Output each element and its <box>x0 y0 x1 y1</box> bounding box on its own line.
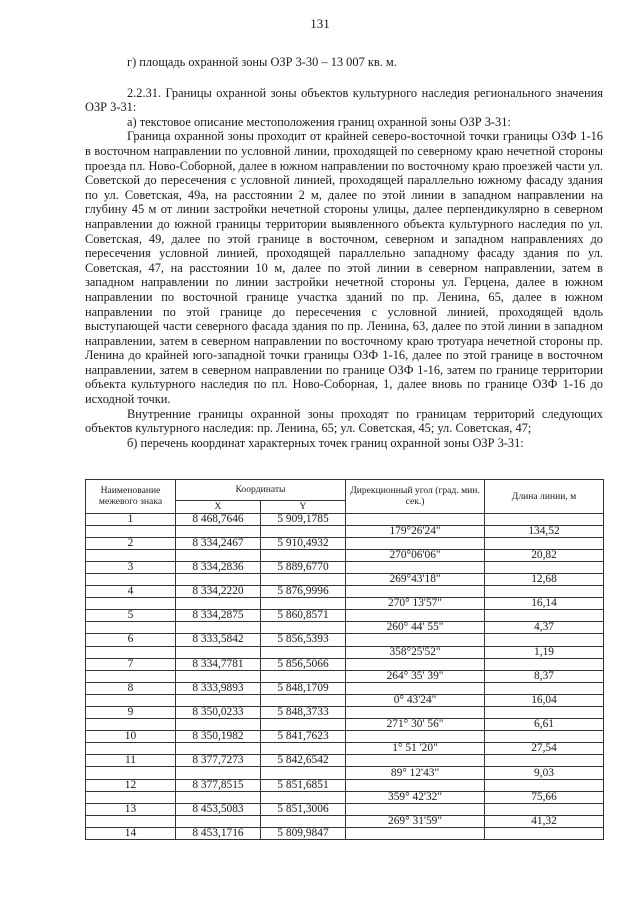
segment-length: 16,04 <box>485 694 604 706</box>
empty-cell <box>261 719 346 731</box>
empty-cell <box>86 549 176 561</box>
segment-angle: 264° 35' 39" <box>346 670 485 682</box>
segment-row <box>86 573 604 585</box>
segment-length: 8,37 <box>485 670 604 682</box>
point-y: 5 876,9996 <box>261 586 346 598</box>
empty-cell <box>346 755 485 767</box>
segment-row <box>86 670 604 682</box>
empty-cell <box>86 791 176 803</box>
point-row <box>86 803 604 815</box>
empty-cell <box>176 815 261 827</box>
item-a-text: а) текстовое описание местоположения границ охранной зоны ОЗР 3-31: <box>127 114 511 129</box>
empty-cell <box>176 791 261 803</box>
empty-cell <box>261 573 346 585</box>
point-name: 4 <box>86 586 176 598</box>
empty-cell <box>346 803 485 815</box>
item-b-text: б) перечень координат характерных точек границ охранной зоны ОЗР 3-31: <box>127 435 524 450</box>
header-angle: Дирекционный угол (град. мин. сек.) <box>346 480 485 514</box>
header-x: X <box>176 501 261 514</box>
empty-cell <box>176 646 261 658</box>
empty-cell <box>261 598 346 610</box>
point-row <box>86 610 604 622</box>
header-name: Наименование межевого знака <box>86 480 176 514</box>
empty-cell <box>346 707 485 719</box>
point-name: 13 <box>86 803 176 815</box>
point-row <box>86 658 604 670</box>
empty-cell <box>485 513 604 525</box>
point-row <box>86 707 604 719</box>
empty-cell <box>485 658 604 670</box>
segment-angle: 89° 12'43" <box>346 767 485 779</box>
point-x: 8 377,8515 <box>176 779 261 791</box>
empty-cell <box>485 779 604 791</box>
empty-cell <box>261 622 346 634</box>
empty-cell <box>86 525 176 537</box>
empty-cell <box>485 827 604 839</box>
point-name: 8 <box>86 682 176 694</box>
point-name: 6 <box>86 634 176 646</box>
empty-cell <box>485 707 604 719</box>
empty-cell <box>485 731 604 743</box>
empty-cell <box>176 767 261 779</box>
empty-cell <box>176 694 261 706</box>
empty-cell <box>261 525 346 537</box>
point-row <box>86 827 604 839</box>
segment-row <box>86 622 604 634</box>
point-name: 9 <box>86 707 176 719</box>
segment-length: 12,68 <box>485 573 604 585</box>
point-name: 12 <box>86 779 176 791</box>
segment-angle: 269° 31'59" <box>346 815 485 827</box>
segment-length: 1,19 <box>485 646 604 658</box>
empty-cell <box>346 537 485 549</box>
empty-cell <box>261 815 346 827</box>
empty-cell <box>346 561 485 573</box>
point-x: 8 333,5842 <box>176 634 261 646</box>
point-row <box>86 537 604 549</box>
point-y: 5 860,8571 <box>261 610 346 622</box>
point-y: 5 848,1709 <box>261 682 346 694</box>
segment-angle: 270°06'06" <box>346 549 485 561</box>
point-x: 8 453,5083 <box>176 803 261 815</box>
point-name: 10 <box>86 731 176 743</box>
empty-cell <box>261 670 346 682</box>
empty-cell <box>261 549 346 561</box>
empty-cell <box>485 634 604 646</box>
segment-angle: 358°25'52" <box>346 646 485 658</box>
segment-row <box>86 525 604 537</box>
point-y: 5 851,6851 <box>261 779 346 791</box>
empty-cell <box>86 743 176 755</box>
empty-cell <box>485 682 604 694</box>
empty-cell <box>346 610 485 622</box>
point-row <box>86 731 604 743</box>
segment-length: 27,54 <box>485 743 604 755</box>
point-x: 8 334,2836 <box>176 561 261 573</box>
point-name: 7 <box>86 658 176 670</box>
segment-length: 4,37 <box>485 622 604 634</box>
point-row <box>86 779 604 791</box>
point-y: 5 809,9847 <box>261 827 346 839</box>
empty-cell <box>346 731 485 743</box>
section-heading: 2.2.31. Границы охранной зоны объектов культурного наследия регионального значения ОЗР 3-31: <box>85 85 603 115</box>
point-y: 5 910,4932 <box>261 537 346 549</box>
empty-cell <box>261 791 346 803</box>
segment-row <box>86 743 604 755</box>
empty-cell <box>86 767 176 779</box>
empty-cell <box>346 586 485 598</box>
point-y: 5 856,5066 <box>261 658 346 670</box>
segment-angle: 179°26'24" <box>346 525 485 537</box>
empty-cell <box>261 743 346 755</box>
segment-length: 134,52 <box>485 525 604 537</box>
inner-boundaries-text: Внутренние границы охранной зоны проходят по границам территорий следующих объектов культурного наследия: пр. Ленина, 65; ул. Советская, 45; ул. Советская, 47; <box>85 406 603 436</box>
empty-cell <box>261 694 346 706</box>
point-x: 8 333,9893 <box>176 682 261 694</box>
point-y: 5 842,6542 <box>261 755 346 767</box>
segment-row <box>86 767 604 779</box>
segment-row <box>86 549 604 561</box>
empty-cell <box>176 573 261 585</box>
point-name: 14 <box>86 827 176 839</box>
segment-row <box>86 791 604 803</box>
page-number: 131 <box>310 16 330 31</box>
segment-angle: 1° 51 '20" <box>346 743 485 755</box>
empty-cell <box>176 719 261 731</box>
document-body <box>85 35 603 450</box>
empty-cell <box>86 670 176 682</box>
point-x: 8 334,2220 <box>176 586 261 598</box>
point-x: 8 334,2875 <box>176 610 261 622</box>
empty-cell <box>346 513 485 525</box>
segment-length: 75,66 <box>485 791 604 803</box>
empty-cell <box>346 658 485 670</box>
point-name: 2 <box>86 537 176 549</box>
point-name: 5 <box>86 610 176 622</box>
point-name: 11 <box>86 755 176 767</box>
point-x: 8 377,7273 <box>176 755 261 767</box>
segment-row <box>86 646 604 658</box>
empty-cell <box>86 719 176 731</box>
empty-cell <box>346 779 485 791</box>
segment-row <box>86 694 604 706</box>
segment-angle: 0° 43'24" <box>346 694 485 706</box>
segment-angle: 260° 44' 55" <box>346 622 485 634</box>
segment-angle: 270° 13'57" <box>346 598 485 610</box>
point-y: 5 841,7623 <box>261 731 346 743</box>
empty-cell <box>86 694 176 706</box>
point-x: 8 334,7781 <box>176 658 261 670</box>
empty-cell <box>176 549 261 561</box>
segment-row <box>86 719 604 731</box>
point-x: 8 468,7646 <box>176 513 261 525</box>
point-name: 1 <box>86 513 176 525</box>
point-x: 8 334,2467 <box>176 537 261 549</box>
empty-cell <box>86 646 176 658</box>
point-y: 5 909,1785 <box>261 513 346 525</box>
segment-length: 16,14 <box>485 598 604 610</box>
empty-cell <box>346 682 485 694</box>
segment-angle: 271° 30' 56" <box>346 719 485 731</box>
coordinates-table <box>85 479 604 840</box>
empty-cell <box>176 670 261 682</box>
point-row <box>86 561 604 573</box>
point-y: 5 851,3006 <box>261 803 346 815</box>
empty-cell <box>485 561 604 573</box>
point-y: 5 848,3733 <box>261 707 346 719</box>
empty-cell <box>176 525 261 537</box>
empty-cell <box>86 622 176 634</box>
segment-angle: 269°43'18" <box>346 573 485 585</box>
segment-angle: 359° 42'32" <box>346 791 485 803</box>
header-coordinates: Координаты <box>176 480 346 501</box>
empty-cell <box>346 634 485 646</box>
header-length: Длина линии, м <box>485 480 604 514</box>
point-x: 8 350,1982 <box>176 731 261 743</box>
area-statement: г) площадь охранной зоны ОЗР 3-30 – 13 007 кв. м. <box>127 55 397 69</box>
segment-length: 6,61 <box>485 719 604 731</box>
header-y: Y <box>261 501 346 514</box>
empty-cell <box>485 803 604 815</box>
empty-cell <box>176 622 261 634</box>
segment-row <box>86 815 604 827</box>
empty-cell <box>485 586 604 598</box>
point-y: 5 856,5393 <box>261 634 346 646</box>
point-row <box>86 513 604 525</box>
empty-cell <box>485 537 604 549</box>
empty-cell <box>346 827 485 839</box>
segment-row <box>86 598 604 610</box>
empty-cell <box>485 755 604 767</box>
empty-cell <box>86 815 176 827</box>
empty-cell <box>86 598 176 610</box>
point-x: 8 350,0233 <box>176 707 261 719</box>
empty-cell <box>86 573 176 585</box>
point-row <box>86 586 604 598</box>
point-row <box>86 634 604 646</box>
segment-length: 20,82 <box>485 549 604 561</box>
point-row <box>86 682 604 694</box>
empty-cell <box>176 743 261 755</box>
point-row <box>86 755 604 767</box>
empty-cell <box>176 598 261 610</box>
point-y: 5 889,6770 <box>261 561 346 573</box>
boundary-description: Граница охранной зоны проходит от крайней северо-восточной точки границы ОЗФ 1-16 в восточном направлении по условной линии, проходящей по северному краю нечетной стороны проезда пл. Ново-Соборной, далее в южном направлении по восточному краю проезжей части ул. Советской до пересечения с условной линией, проходящей параллельно южному фасаду здания по ул. Советская, 49а, на расстоянии 2 м, далее по этой линии в западном направлении на глубину 45 м от линии застройки нечетной стороны улицы, далее перпендикулярно в северном направлении до южной границы территории выявленного объекта культурного наследия по ул. Советская, 49, далее по этой границе в восточном, северном и западном направлениях до пересечения условной линией, проходящей параллельно западному фасаду здания по ул. Советская, 47, на расстоянии 10 м, далее по этой линии в северном направлении, затем в западном направлении по линии застройки нечетной стороны ул. Герцена, далее в южном направлении по восточной границе участка зданий по пр. Ленина, 65, далее в южном направлении по этой границе до пересечения с условной линией, проходящей вдоль выступающей части северного фасада здания по пр. Ленина, 63, далее по этой линии в западном направлении, затем в северном направлении по восточному краю тротуара нечетной стороны пр. Ленина до крайней юго-западной точки границы ОЗФ 1-16, далее по этой границе в восточном направлении, затем в северном направлении по границе ОЗФ 1-16, затем по границе территории объекта культурного наследия по пл. Ново-Соборная, 1, далее вновь по границе ОЗФ 1-16 до исходной точки. <box>85 129 603 407</box>
segment-length: 9,03 <box>485 767 604 779</box>
empty-cell <box>261 646 346 658</box>
point-x: 8 453,1716 <box>176 827 261 839</box>
empty-cell <box>485 610 604 622</box>
segment-length: 41,32 <box>485 815 604 827</box>
point-name: 3 <box>86 561 176 573</box>
empty-cell <box>261 767 346 779</box>
